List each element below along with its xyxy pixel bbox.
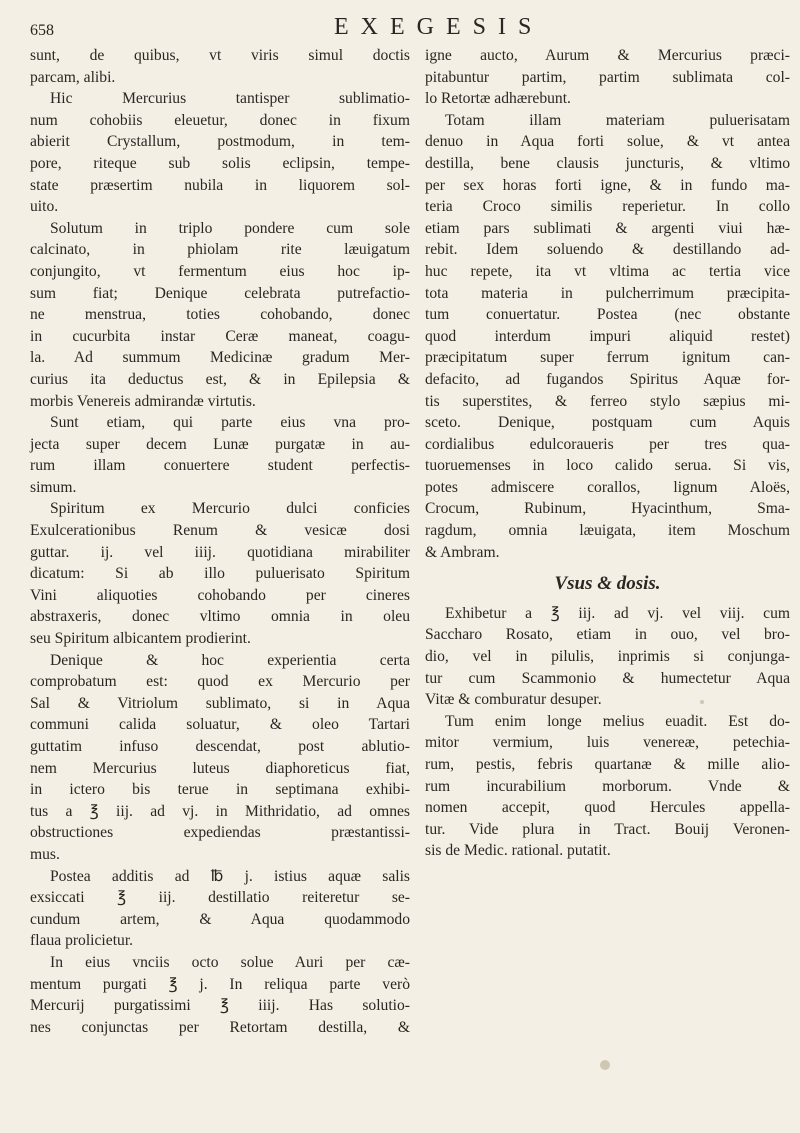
- text-line: mitor vermium, luis venereæ, petechia-: [425, 734, 790, 752]
- text-line: sum fiat; Denique celebrata putrefactio-: [30, 284, 410, 302]
- text-line: per sex horas forti igne, & in fundo ma-: [425, 176, 790, 194]
- text-line: curius ita deductus est, & in Epilepsia &: [30, 370, 410, 388]
- text-line: rum incurabilium morborum. Vnde &: [425, 777, 790, 795]
- text-line: tota materia in pulcherrimum præcipita-: [425, 284, 790, 302]
- text-line: Vitæ & comburatur desuper.: [425, 691, 602, 709]
- text-line: Exulcerationibus Renum & vesicæ dosi: [30, 522, 410, 540]
- text-line: sis de Medic. rational. putatit.: [425, 842, 611, 860]
- text-line: In eius vnciis octo solue Auri per cæ-: [50, 953, 410, 971]
- text-line: tuoruemenses in loco calido serua. Si vis,: [425, 457, 790, 475]
- text-line: Sal & Vitriolum sublimato, si in Aqua: [30, 694, 410, 712]
- text-line: Tum enim longe melius euadit. Est do-: [445, 712, 790, 730]
- text-line: teria Croco similis reperietur. In collo: [425, 198, 790, 216]
- text-line: tis superstites, & ferreo stylo sæpius mi-: [425, 392, 790, 410]
- text-line: sunt, de quibus, vt viris simul doctis: [30, 47, 410, 64]
- text-line: rum, pestis, febris quartanæ & mille alio-: [425, 756, 790, 773]
- text-line: potes admiscere corallos, lignum Aloës,: [425, 478, 790, 496]
- text-line: mus.: [30, 845, 60, 863]
- text-line: denuo in Aqua forti solue, & vt antea: [425, 133, 790, 151]
- text-line: igne aucto, Aurum & Mercurius præci-: [425, 47, 790, 64]
- text-line: exsiccati ℥ iij. destillatio reiteretur se-: [30, 889, 410, 907]
- text-line: præcipitatum super ferrum ignitum can-: [425, 349, 790, 367]
- text-line: Denique & hoc experientia certa: [50, 651, 410, 669]
- text-line: Vini aliquoties cohobando per cineres: [30, 586, 410, 604]
- text-line: tur. Vide plura in Tract. Bouij Veronen-: [425, 820, 790, 838]
- text-line: rum illam conuertere student perfectis-: [30, 457, 410, 475]
- text-line: tum conuertatur. Postea (nec obstante: [425, 306, 790, 324]
- text-line: defacito, ad fugandos Spiritus Aquæ for-: [425, 370, 790, 388]
- text-line: abierit Crystallum, postmodum, in tem-: [30, 133, 410, 151]
- text-line: la. Ad summum Medicinæ gradum Mer-: [30, 349, 410, 367]
- text-line: obstructiones expediendas præstantissi-: [30, 824, 410, 842]
- text-line: parcam, alibi.: [30, 68, 116, 86]
- text-line: rebit. Idem soluendo & destillando ad-: [425, 241, 790, 259]
- text-line: dicatum: Si ab illo puluerisato Spiritum: [30, 565, 410, 583]
- text-line: num cohobiis eleuetur, donec in fixum: [30, 111, 410, 129]
- text-line: nes conjunctas per Retortam destilla, &: [30, 1018, 410, 1036]
- paper-stain: [700, 700, 704, 704]
- text-line: nomen accepit, quod Hercules appella-: [425, 799, 790, 817]
- text-line: calcinato, in phiolam rite læuigatum: [30, 241, 410, 259]
- text-line: etiam pars sublimati & argenti viui hæ-: [425, 219, 790, 237]
- page-number: 658: [30, 22, 54, 39]
- text-line: abstraxeris, donec vltimo omnia in oleu: [30, 608, 410, 626]
- text-line: state præsertim nubila in liquorem sol-: [30, 176, 410, 194]
- text-line: pitabuntur partim, partim sublimata col-: [425, 68, 790, 86]
- text-line: Hic Mercurius tantisper sublimatio-: [50, 90, 410, 108]
- text-line: Mercurij purgatissimi ℥ iiij. Has solutio-: [30, 997, 410, 1015]
- text-line: Postea additis ad ℔ j. istius aquæ salis: [50, 867, 410, 885]
- running-title: EXEGESIS: [334, 14, 544, 40]
- text-line: ragdum, omnia læuigata, item Moschum: [425, 522, 790, 540]
- text-line: Exhibetur a ℥ iij. ad vj. vel viij. cum: [445, 604, 790, 622]
- text-line: Sunt etiam, qui parte eius vna pro-: [50, 414, 410, 432]
- text-line: destilla, bene clausis juncturis, & vltimo: [425, 154, 790, 172]
- text-line: huc repete, ita vt vltima ac tertia vice: [425, 262, 790, 280]
- text-line: lo Retortæ adhærebunt.: [425, 90, 571, 108]
- text-line: simum.: [30, 478, 77, 496]
- text-line: in ictero bis terue in septimana exhibi-: [30, 781, 410, 799]
- text-line: cordialibus edulcoraueris per tres qua-: [425, 435, 790, 453]
- right-column: [425, 45, 790, 862]
- text-line: Totam illam materiam puluerisatam: [445, 111, 790, 129]
- text-line: comprobatum est: quod ex Mercurio per: [30, 673, 410, 691]
- text-line: jecta super decem Lunæ purgatæ in au-: [30, 435, 410, 453]
- text-line: guttatim infuso descendat, post ablutio-: [30, 738, 410, 755]
- text-line: seu Spiritum albicantem prodierint.: [30, 630, 251, 648]
- paper-stain: [600, 1060, 610, 1070]
- text-line: & Ambram.: [425, 543, 500, 561]
- text-line: Spiritum ex Mercurio dulci conficies: [50, 500, 410, 518]
- text-line: nem Mercurius luteus diaphoreticus fiat,: [30, 759, 410, 777]
- text-line: in cucurbita instar Ceræ maneat, coagu-: [30, 327, 410, 345]
- text-line: tus a ℥ iij. ad vj. in Mithridatio, ad omnes: [30, 802, 410, 820]
- text-line: flaua prolicietur.: [30, 932, 134, 950]
- text-line: pore, riteque sub solis eclipsin, tempe-: [30, 154, 410, 172]
- page-header: [30, 8, 790, 48]
- text-line: Crocum, Rubinum, Hyacinthum, Sma-: [425, 500, 790, 518]
- text-line: tur cum Scammonio & humectetur Aqua: [425, 669, 790, 687]
- text-line: dio, vel in pilulis, inprimis si conjunga-: [425, 648, 790, 666]
- text-line: mentum purgati ℥ j. In reliqua parte verò: [30, 975, 410, 993]
- text-line: morbis Venereis admirandæ virtutis.: [30, 392, 256, 410]
- text-line: Solutum in triplo pondere cum sole: [50, 219, 410, 237]
- text-line: quod interdum impuri aliquid restet): [425, 327, 790, 345]
- text-line: guttar. ij. vel iiij. quotidiana mirabiliter: [30, 543, 410, 561]
- text-line: communi calida soluatur, & oleo Tartari: [30, 716, 410, 734]
- text-line: conjungito, vt fermentum eius hoc ip-: [30, 262, 410, 280]
- text-line: Saccharo Rosato, etiam in ouo, vel bro-: [425, 626, 790, 644]
- text-line: uito.: [30, 198, 59, 216]
- left-column: [30, 45, 410, 1038]
- text-line: ne menstrua, toties cohobando, donec: [30, 306, 410, 324]
- text-line: cundum artem, & Aqua quodammodo: [30, 910, 410, 928]
- section-heading: Vsus & dosis.: [554, 573, 661, 595]
- text-line: sceto. Denique, postquam cum Aquis: [425, 414, 790, 432]
